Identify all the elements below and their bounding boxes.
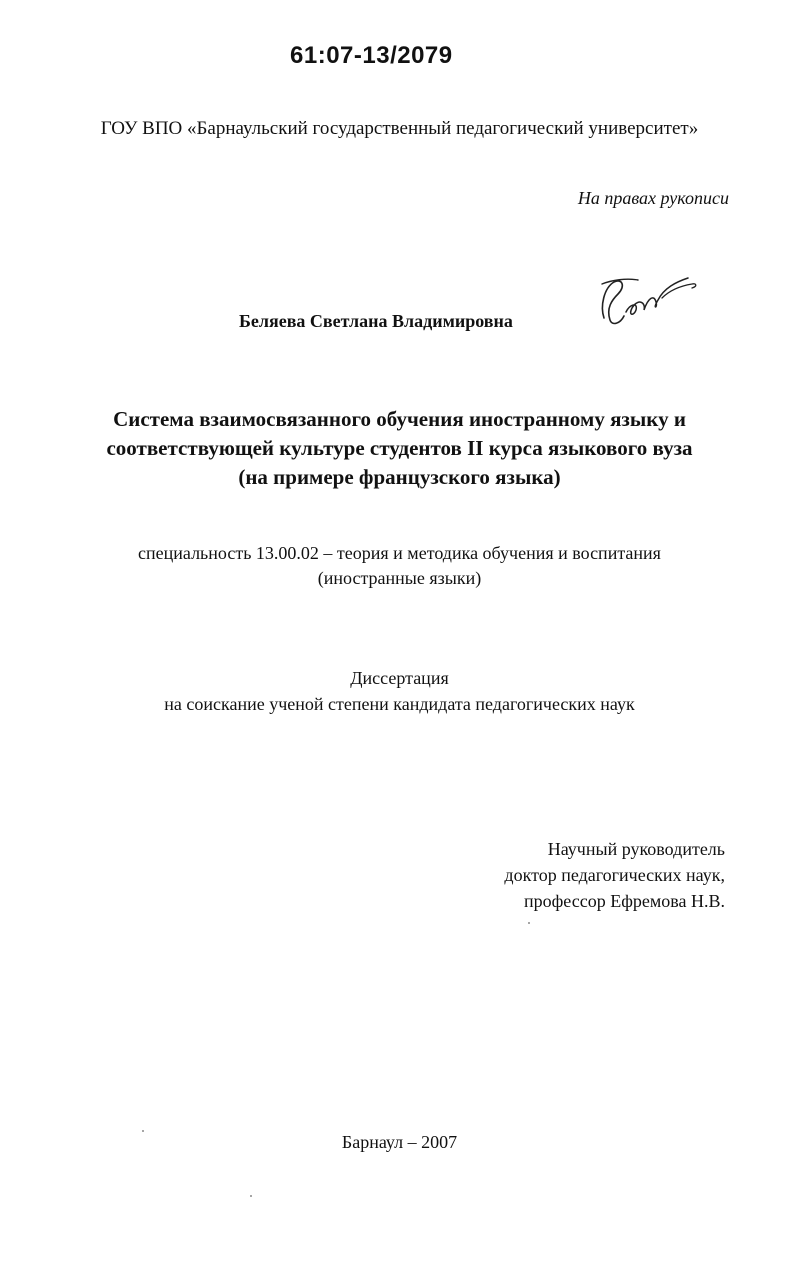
- title-line: Система взаимосвязанного обучения иностранному языку и: [113, 407, 686, 431]
- work-type-block: [0, 665, 799, 717]
- degree-line: на соискание ученой степени кандидата педагогических наук: [164, 694, 635, 714]
- title-line: соответствующей культуре студентов II курса языкового вуза: [106, 436, 693, 460]
- city-year: Барнаул – 2007: [341, 1132, 458, 1152]
- specialty: [0, 541, 799, 591]
- work-type: Диссертация: [350, 668, 449, 688]
- scan-speck: [250, 1195, 252, 1197]
- scan-speck: [142, 1130, 144, 1132]
- supervisor-line: Научный руководитель: [547, 839, 725, 859]
- supervisor-line: доктор педагогических наук,: [504, 865, 725, 885]
- rights-note: На правах рукописи: [577, 188, 729, 208]
- scan-speck: [528, 922, 530, 924]
- specialty-line: (иностранные языки): [317, 568, 482, 588]
- specialty-line: специальность 13.00.02 – теория и методика обучения и воспитания: [138, 543, 661, 563]
- title-line: (на примере французского языка): [238, 465, 561, 489]
- signature-image: [592, 268, 704, 340]
- supervisor-block: [504, 836, 725, 914]
- organization-name: ГОУ ВПО «Барнаульский государственный педагогический университет»: [100, 118, 699, 139]
- shelf-mark: 61:07-13/2079: [290, 42, 453, 69]
- author-name: Беляева Светлана Владимировна: [239, 311, 513, 331]
- supervisor-line: профессор Ефремова Н.В.: [523, 891, 725, 911]
- dissertation-title: [0, 405, 799, 492]
